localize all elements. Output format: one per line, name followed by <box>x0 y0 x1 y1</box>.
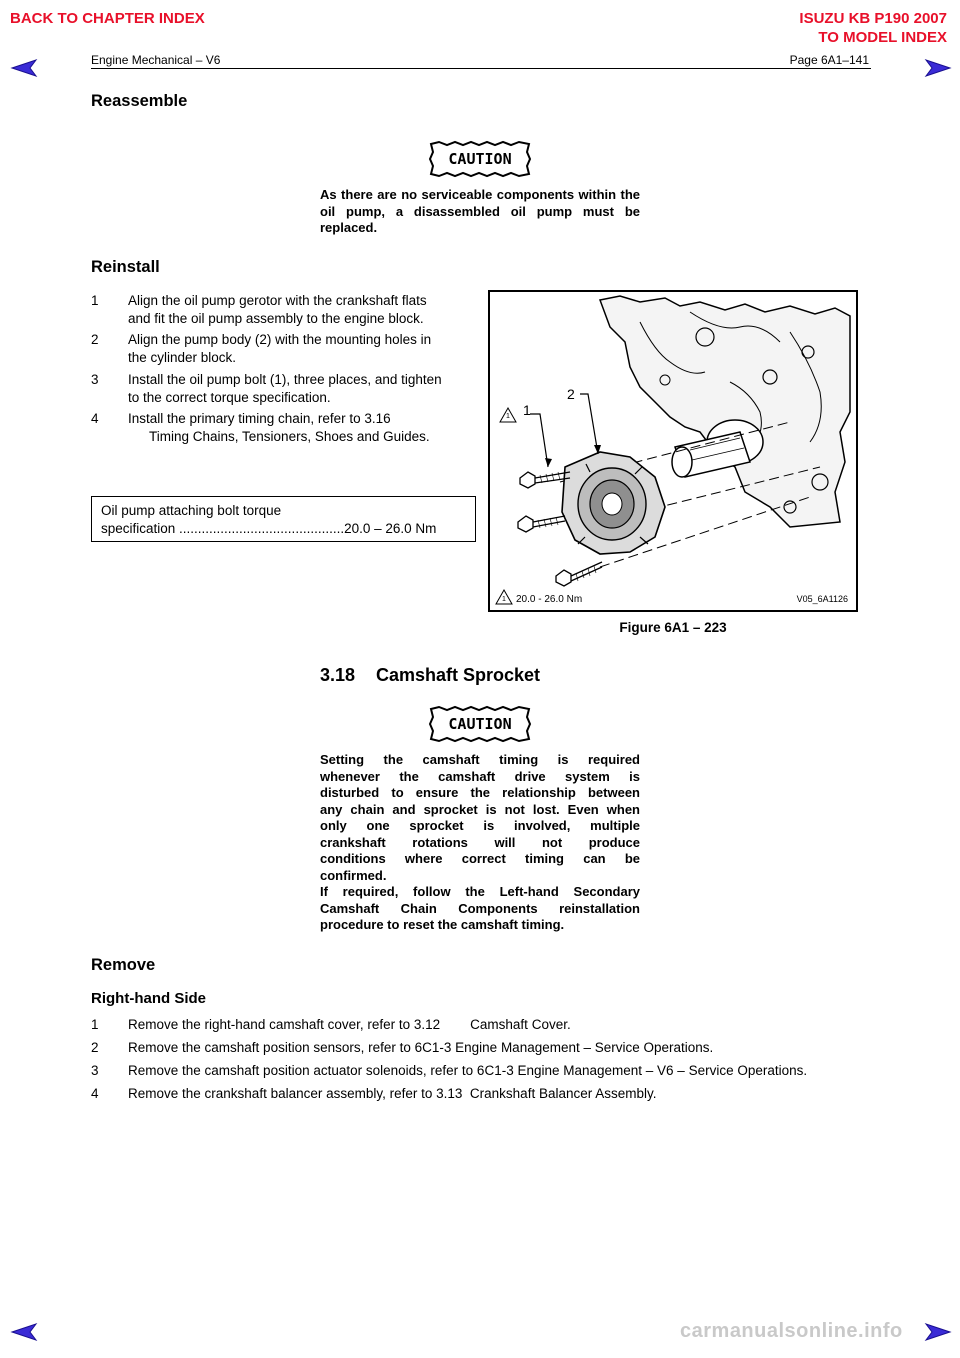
caution-line: disturbed to ensure the relationship between <box>320 785 640 800</box>
step-text-line2: the cylinder block. <box>128 349 237 365</box>
oil-pump-figure <box>488 290 858 612</box>
step-text: Remove the camshaft position actuator solenoids, refer to 6C1-3 Engine Management – V6 – Service Operations. <box>128 1063 808 1078</box>
step-text-line2: and fit the oil pump assembly to the engine block. <box>128 310 424 326</box>
caution-line: crankshaft rotations will not produce <box>320 834 640 850</box>
step-text-line2: to the correct torque specification. <box>128 389 331 405</box>
remove-step <box>91 1016 871 1034</box>
caution-line: Setting the camshaft timing is required <box>320 752 640 767</box>
caution-label: CAUTION <box>448 715 512 733</box>
step-number: 3 <box>91 372 99 387</box>
caution-line: whenever the camshaft drive system is <box>320 768 640 784</box>
caution-line: Camshaft Chain Components reinstallation <box>320 900 640 916</box>
reinstall-step <box>91 410 481 446</box>
caution-line: confirmed. <box>320 867 387 883</box>
step-number: 1 <box>91 1017 99 1032</box>
step-number: 4 <box>91 411 99 426</box>
figure-torque-callout-number: 1 <box>502 596 506 603</box>
step-text: Remove the crankshaft balancer assembly, refer to 3.13 Crankshaft Balancer Assembly. <box>128 1086 657 1101</box>
figure-callout-number: 1 <box>506 413 510 420</box>
caution-line: any chain and sprocket is not lost. Even when <box>320 801 640 817</box>
caution-line: If required, follow the Left-hand Secondary <box>320 884 640 899</box>
figure-label-1: 1 <box>523 402 531 418</box>
previous-page-icon[interactable] <box>10 58 38 78</box>
caution-line: only one sprocket is involved, multiple <box>320 818 640 833</box>
reinstall-step <box>91 331 481 367</box>
step-number: 1 <box>91 293 99 308</box>
remove-step <box>91 1085 871 1103</box>
figure-torque-value: 20.0 - 26.0 Nm <box>516 594 583 605</box>
torque-spec-line1: Oil pump attaching bolt torque <box>101 503 282 518</box>
step-number: 4 <box>91 1086 99 1101</box>
step-number: 3 <box>91 1063 99 1078</box>
reinstall-step <box>91 292 481 328</box>
torque-spec-box <box>91 496 476 542</box>
reassemble-heading: Reassemble <box>91 92 188 110</box>
step-text-line1: Install the primary timing chain, refer to 3.16 <box>128 411 391 426</box>
figure-code: V05_6A1126 <box>796 594 848 604</box>
watermark: carmanualsonline.info <box>680 1320 903 1342</box>
caution-line: conditions where correct timing can be <box>320 851 640 866</box>
back-to-chapter-index-link[interactable]: BACK TO CHAPTER INDEX <box>10 10 205 27</box>
figure-label-2: 2 <box>567 386 575 402</box>
step-text: Remove the right-hand camshaft cover, refer to 3.12 Camshaft Cover. <box>128 1017 571 1032</box>
remove-step <box>91 1062 871 1080</box>
model-title-link[interactable]: ISUZU KB P190 2007 <box>799 10 947 27</box>
remove-step <box>91 1039 871 1057</box>
reinstall-heading: Reinstall <box>91 258 160 276</box>
header-chapter-title: Engine Mechanical – V6 <box>91 53 221 67</box>
to-model-index-link[interactable]: TO MODEL INDEX <box>818 29 947 46</box>
step-text-line2: Timing Chains, Tensioners, Shoes and Guides. <box>149 428 430 444</box>
right-hand-side-subheading: Right-hand Side <box>91 990 206 1007</box>
previous-page-bottom-icon[interactable] <box>10 1322 38 1342</box>
step-text-line1: Align the oil pump gerotor with the crankshaft flats <box>128 293 427 308</box>
remove-heading: Remove <box>91 956 156 974</box>
torque-spec-line2: specification ............................................20.0 – 26.0 Nm <box>101 521 437 536</box>
oil-pump-illustration <box>490 292 856 610</box>
section-title: Camshaft Sprocket <box>376 665 541 685</box>
caution-line: procedure to reset the camshaft timing. <box>320 917 565 932</box>
next-page-bottom-icon[interactable] <box>924 1322 952 1342</box>
header-rule <box>91 68 871 69</box>
caution-badge <box>427 705 533 743</box>
step-text-line1: Install the oil pump bolt (1), three places, and tighten <box>128 372 442 387</box>
step-text: Remove the camshaft position sensors, refer to 6C1-3 Engine Management – Service Operations. <box>128 1040 714 1055</box>
figure-caption: Figure 6A1 – 223 <box>619 620 727 635</box>
camshaft-caution-text <box>320 752 640 934</box>
section-number: 3.18 <box>320 665 356 685</box>
caution-label: CAUTION <box>448 150 512 168</box>
step-number: 2 <box>91 1040 99 1055</box>
step-number: 2 <box>91 332 99 347</box>
next-page-icon[interactable] <box>924 58 952 78</box>
header-page-number: Page 6A1–141 <box>789 53 869 67</box>
reassemble-caution-text: As there are no serviceable components within the oil pump, a disassembled oil pump must be replaced. <box>320 187 640 235</box>
caution-badge <box>427 140 533 178</box>
reinstall-step <box>91 371 481 407</box>
step-text-line1: Align the pump body (2) with the mounting holes in <box>128 332 432 347</box>
